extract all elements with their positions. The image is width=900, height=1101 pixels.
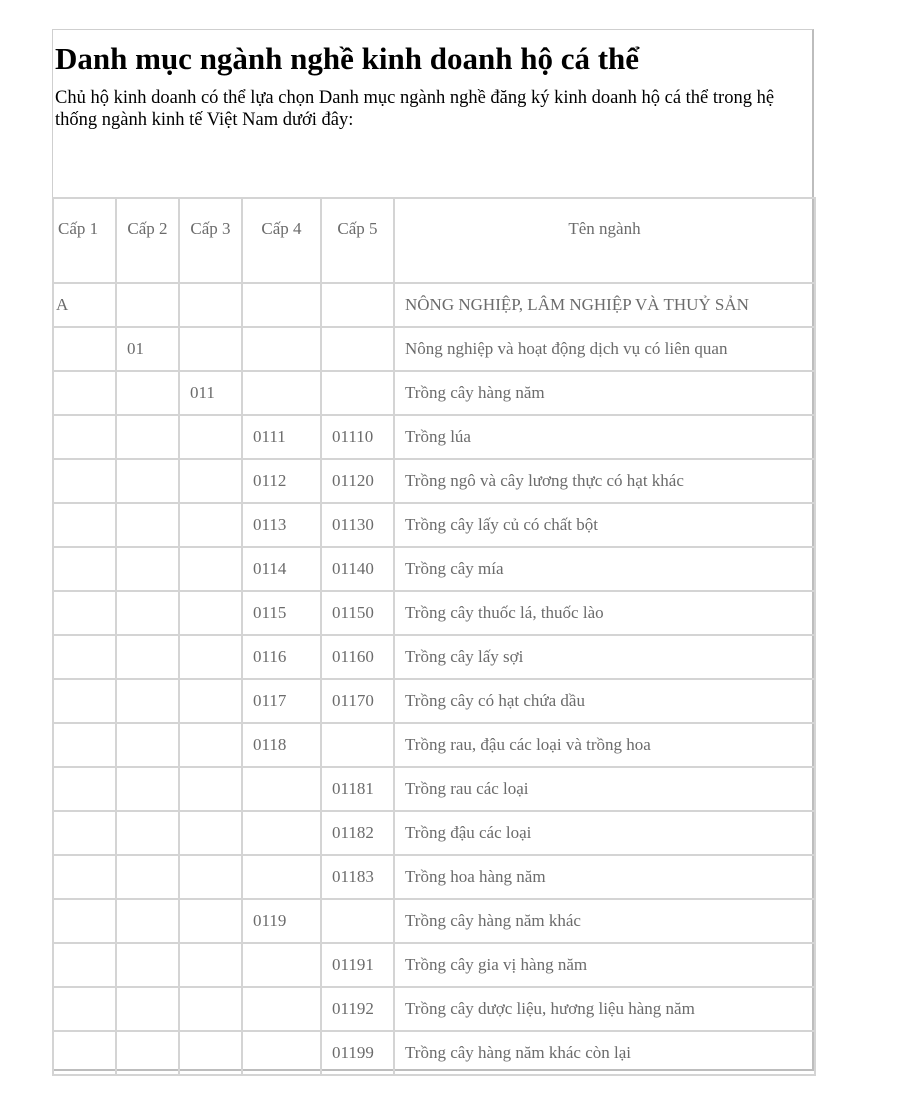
- cell-level2: [116, 547, 179, 591]
- cell-industry-name: NÔNG NGHIỆP, LÂM NGHIỆP VÀ THUỶ SẢN: [394, 283, 815, 327]
- cell-level1: A: [53, 283, 116, 327]
- cell-level2: [116, 371, 179, 415]
- cell-level2: [116, 811, 179, 855]
- cell-industry-name: Trồng rau, đậu các loại và trồng hoa: [394, 723, 815, 767]
- document-intro: Chủ hộ kinh doanh có thể lựa chọn Danh mục ngành nghề đăng ký kinh doanh hộ cá thể trong hệ thống ngành kinh tế Việt Nam dưới đây:: [55, 88, 775, 130]
- cell-level3: [179, 1031, 242, 1075]
- cell-level5: 01182: [321, 811, 394, 855]
- table-row: [53, 855, 815, 899]
- table-row: [53, 371, 815, 415]
- table-row: [53, 327, 815, 371]
- cell-level3: [179, 855, 242, 899]
- cell-level4: 0114: [242, 547, 321, 591]
- cell-level5: [321, 899, 394, 943]
- cell-level3: [179, 459, 242, 503]
- cell-level3: [179, 503, 242, 547]
- cell-level1: [53, 635, 116, 679]
- cell-level5: [321, 283, 394, 327]
- table-row: [53, 899, 815, 943]
- header-level4: Cấp 4: [242, 198, 321, 283]
- cell-industry-name: Nông nghiệp và hoạt động dịch vụ có liên quan: [394, 327, 815, 371]
- cell-level1: [53, 811, 116, 855]
- header-row: [53, 198, 815, 283]
- cell-industry-name: Trồng lúa: [394, 415, 815, 459]
- cell-level3: [179, 767, 242, 811]
- cell-level1: [53, 899, 116, 943]
- cell-level4: 0113: [242, 503, 321, 547]
- table-row: [53, 591, 815, 635]
- cell-industry-name: Trồng cây lấy củ có chất bột: [394, 503, 815, 547]
- cell-level1: [53, 679, 116, 723]
- cell-level5: 01150: [321, 591, 394, 635]
- header-name: Tên ngành: [394, 198, 815, 283]
- cell-level1: [53, 371, 116, 415]
- cell-industry-name: Trồng rau các loại: [394, 767, 815, 811]
- table-row: [53, 635, 815, 679]
- cell-level5: [321, 371, 394, 415]
- cell-level2: [116, 1031, 179, 1075]
- cell-level3: [179, 283, 242, 327]
- cell-level4: [242, 811, 321, 855]
- cell-level3: [179, 943, 242, 987]
- table-row: [53, 679, 815, 723]
- cell-industry-name: Trồng cây gia vị hàng năm: [394, 943, 815, 987]
- cell-industry-name: Trồng ngô và cây lương thực có hạt khác: [394, 459, 815, 503]
- cell-level3: [179, 327, 242, 371]
- industry-code-table: [52, 197, 816, 1076]
- cell-level5: 01199: [321, 1031, 394, 1075]
- cell-level1: [53, 723, 116, 767]
- cell-industry-name: Trồng đậu các loại: [394, 811, 815, 855]
- cell-industry-name: Trồng cây hàng năm khác còn lại: [394, 1031, 815, 1075]
- cell-level2: 01: [116, 327, 179, 371]
- header-level5: Cấp 5: [321, 198, 394, 283]
- cell-level2: [116, 635, 179, 679]
- cell-level5: [321, 723, 394, 767]
- cell-level2: [116, 591, 179, 635]
- cell-level2: [116, 459, 179, 503]
- cell-level1: [53, 1031, 116, 1075]
- cell-industry-name: Trồng hoa hàng năm: [394, 855, 815, 899]
- cell-industry-name: Trồng cây lấy sợi: [394, 635, 815, 679]
- table-header: [53, 198, 815, 283]
- table-row: [53, 1031, 815, 1075]
- table-row: [53, 811, 815, 855]
- cell-level4: 0112: [242, 459, 321, 503]
- table-body: [53, 283, 815, 1075]
- cell-level2: [116, 855, 179, 899]
- cell-industry-name: Trồng cây thuốc lá, thuốc lào: [394, 591, 815, 635]
- table-row: [53, 547, 815, 591]
- cell-level4: [242, 283, 321, 327]
- cell-level3: [179, 899, 242, 943]
- cell-level3: 011: [179, 371, 242, 415]
- cell-level4: [242, 943, 321, 987]
- cell-level1: [53, 459, 116, 503]
- cell-level3: [179, 547, 242, 591]
- cell-industry-name: Trồng cây dược liệu, hương liệu hàng năm: [394, 987, 815, 1031]
- table-row: [53, 415, 815, 459]
- cell-level4: [242, 327, 321, 371]
- cell-level3: [179, 723, 242, 767]
- cell-level5: 01191: [321, 943, 394, 987]
- cell-level4: 0118: [242, 723, 321, 767]
- cell-level2: [116, 415, 179, 459]
- cell-level5: 01110: [321, 415, 394, 459]
- cell-level3: [179, 987, 242, 1031]
- cell-level2: [116, 987, 179, 1031]
- cell-level2: [116, 723, 179, 767]
- cell-level2: [116, 679, 179, 723]
- table-row: [53, 767, 815, 811]
- cell-level4: 0117: [242, 679, 321, 723]
- cell-level2: [116, 899, 179, 943]
- cell-level5: 01130: [321, 503, 394, 547]
- cell-level3: [179, 679, 242, 723]
- cell-level1: [53, 327, 116, 371]
- header-level1: Cấp 1: [53, 198, 116, 283]
- cell-level4: [242, 767, 321, 811]
- cell-level2: [116, 767, 179, 811]
- cell-level4: [242, 987, 321, 1031]
- cell-level1: [53, 855, 116, 899]
- table-row: [53, 503, 815, 547]
- cell-level2: [116, 283, 179, 327]
- cell-level2: [116, 503, 179, 547]
- cell-industry-name: Trồng cây hàng năm: [394, 371, 815, 415]
- cell-level5: 01192: [321, 987, 394, 1031]
- cell-level3: [179, 635, 242, 679]
- cell-level4: 0111: [242, 415, 321, 459]
- cell-industry-name: Trồng cây hàng năm khác: [394, 899, 815, 943]
- cell-level4: [242, 371, 321, 415]
- cell-level4: 0116: [242, 635, 321, 679]
- document-title: Danh mục ngành nghề kinh doanh hộ cá thể: [55, 41, 640, 76]
- cell-level4: [242, 1031, 321, 1075]
- cell-level3: [179, 591, 242, 635]
- cell-industry-name: Trồng cây mía: [394, 547, 815, 591]
- cell-industry-name: Trồng cây có hạt chứa dầu: [394, 679, 815, 723]
- cell-level5: 01140: [321, 547, 394, 591]
- table-row: [53, 943, 815, 987]
- cell-level5: 01160: [321, 635, 394, 679]
- header-level2: Cấp 2: [116, 198, 179, 283]
- table-row: [53, 283, 815, 327]
- table-row: [53, 987, 815, 1031]
- header-level3: Cấp 3: [179, 198, 242, 283]
- cell-level1: [53, 503, 116, 547]
- cell-level1: [53, 987, 116, 1031]
- cell-level1: [53, 943, 116, 987]
- cell-level5: 01170: [321, 679, 394, 723]
- cell-level4: 0119: [242, 899, 321, 943]
- cell-level3: [179, 811, 242, 855]
- cell-level5: 01181: [321, 767, 394, 811]
- cell-level1: [53, 547, 116, 591]
- cell-level5: 01183: [321, 855, 394, 899]
- cell-level1: [53, 591, 116, 635]
- cell-level2: [116, 943, 179, 987]
- cell-level5: 01120: [321, 459, 394, 503]
- cell-level5: [321, 327, 394, 371]
- cell-level1: [53, 415, 116, 459]
- cell-level4: 0115: [242, 591, 321, 635]
- cell-level4: [242, 855, 321, 899]
- cell-level1: [53, 767, 116, 811]
- table-row: [53, 459, 815, 503]
- table-row: [53, 723, 815, 767]
- cell-level3: [179, 415, 242, 459]
